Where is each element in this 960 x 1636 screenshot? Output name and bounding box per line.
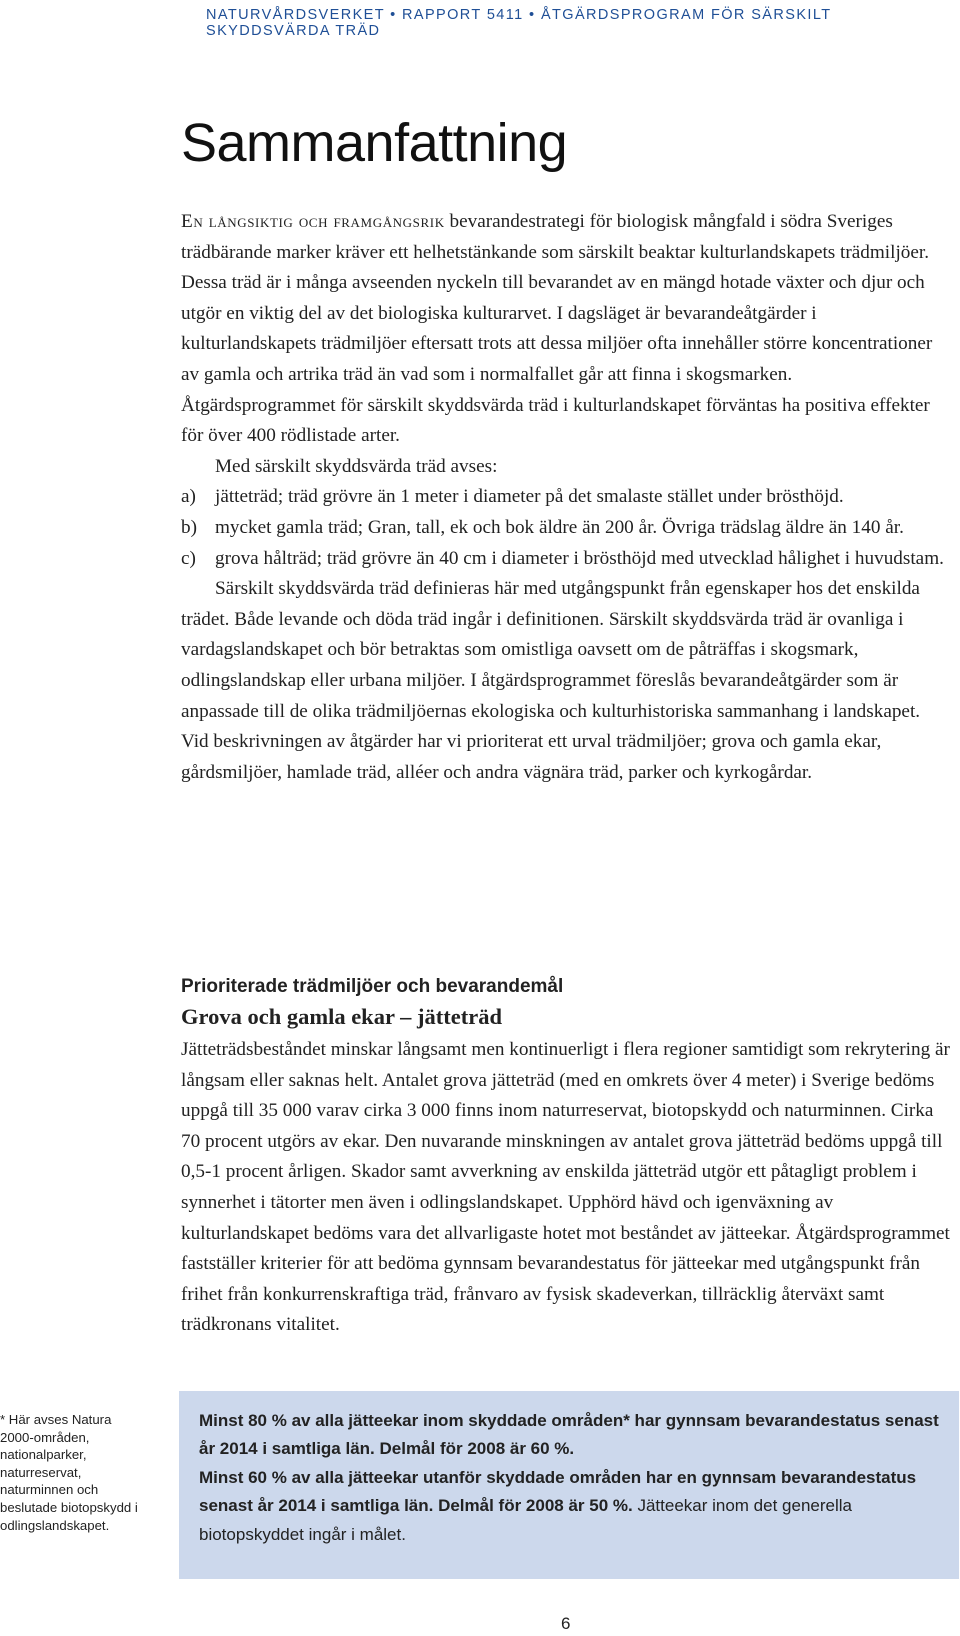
page-title: Sammanfattning [181, 113, 568, 173]
goal-2-paragraph [199, 1464, 939, 1549]
page-number: 6 [561, 1614, 571, 1633]
subsection-heading: Grova och gamla ekar – jätteträd [181, 1004, 502, 1029]
section-body [181, 1035, 951, 1341]
closing-paragraph: Särskilt skyddsvärda träd definieras här med utgångspunkt från egenskaper hos det enskilda trädet. Både levande och döda träd ingår i definitionen. Särskilt skyddsvärda träd är ovanliga i vardagslandskapet och bör betraktas som omistliga oavsett om de påträffas i skogsmark, odlingslandskap eller urbana miljöer. I åtgärdsprogrammet föreslås bevarandeåtgärder som är anpassade till de olika trädmiljöernas ekologiska och kulturhistoriska sammanhang i landskapet. Vid beskrivningen av åtgärder har vi prioriterat ett urval trädmiljöer; grova och gamla ekar, gårdsmiljöer, hamlade träd, alléer och andra vägnära träd, parker och kyrkogårdar. [181, 578, 921, 783]
goal-1: Minst 80 % av alla jätteekar inom skyddade områden* har gynnsam bevarandestatus senast år 2014 i samtliga län. Delmål för 2008 är 60 %. [199, 1411, 939, 1459]
list-letter: c) [181, 547, 196, 569]
list-letter: b) [181, 516, 197, 538]
goal-2: Minst 60 % av alla jätteekar utanför skyddade områden har en gynnsam bevarandestatus senast år 2014 i samtliga län. Delmål för 2008 är 50 %. [199, 1467, 917, 1516]
list-text: jätteträd; träd grövre än 1 meter i diameter på det smalaste stället under brösthöjd. [215, 486, 844, 508]
running-header: NATURVÅRDSVERKET • RAPPORT 5411 • ÅTGÄRDSPROGRAM FÖR SÄRSKILT SKYDDSVÄRDA TRÄD [206, 7, 832, 39]
definition-item-c [181, 544, 951, 575]
section-heading: Prioriterade trädmiljöer och bevarandemål [181, 976, 564, 997]
definition-item-b [181, 513, 951, 544]
intro-paragraph-text: bevarandestrategi för biologisk mångfald i södra Sveriges trädbärande marker kräver ett helhetstänkande som särskilt beaktar kulturlandskapets trädmiljöer. Dessa träd är i många avseenden nyckeln till bevarandet av en mängd hotade växter och djur och utgör en viktig del av det biologiska kulturarvet. I dagsläget är bevarandeåtgärder i kulturlandskapets trädmiljöer eftersatt trots att dessa miljöer ofta innehåller större koncentrationer av gamla och artrika träd än vad som i normalfallet går att finna i skogsmarken. Åtgärdsprogrammet för särskilt skyddsvärda träd i kulturlandskapet förväntas ha positiva effekter för över 400 rödlistade arter. [181, 211, 933, 447]
list-text: grova hålträd; träd grövre än 40 cm i diameter i brösthöjd med utvecklad hålighet i huvudstam. [215, 547, 944, 569]
goal-2-note: Jätteekar inom det generella biotopskyddet ingår i målet. [199, 1496, 852, 1544]
definition-item-a [181, 482, 951, 513]
list-text: mycket gamla träd; Gran, tall, ek och bok äldre än 200 år. Övriga trädslag äldre än 140 år. [215, 516, 904, 538]
footnote: * Här avses Natura 2000-områden, nationalparker, naturreservat, naturminnen och beslutade biotopskydd i odlingslandskapet. [0, 1412, 138, 1533]
section-paragraph: Jätteträdsbeståndet minskar långsamt men kontinuerligt i flera regioner samtidigt som rekrytering är långsam eller saknas helt. Antalet grova jätteträd (med en omkrets över 4 meter) i Sverige bedöms uppgå till 35 000 varav cirka 3 000 finns inom naturreservat, biotopskydd och naturminnen. Cirka 70 procent utgörs av ekar. Den nuvarande minskningen av antalet grova jätteträd bedöms uppgå till 0,5-1 procent årligen. Skador samt avverkning av enskilda jätteträd utgör ett påtagligt problem i synnerhet i tätorter men även i odlingslandskapet. Upphörd hävd och igenväxning av kulturlandskapet bedöms vara det allvarligaste hotet mot beståndet av jätteekar. Åtgärdsprogrammet fastställer kriterier för att bedöma gynnsam bevarandestatus för jätteekar med utgångspunkt från frihet från konkurrenskraftiga träd, frånvaro av fysisk skadeverkan, tillräcklig återväxt samt trädkronans vitalitet. [181, 1039, 950, 1336]
goal-box [179, 1391, 959, 1579]
lead-in-small-caps: En långsiktig och framgångsrik [181, 211, 445, 232]
intro-section [181, 207, 951, 788]
definition-intro: Med särskilt skyddsvärda träd avses: [215, 455, 498, 477]
intro-paragraph [181, 207, 951, 452]
list-letter: a) [181, 486, 196, 508]
